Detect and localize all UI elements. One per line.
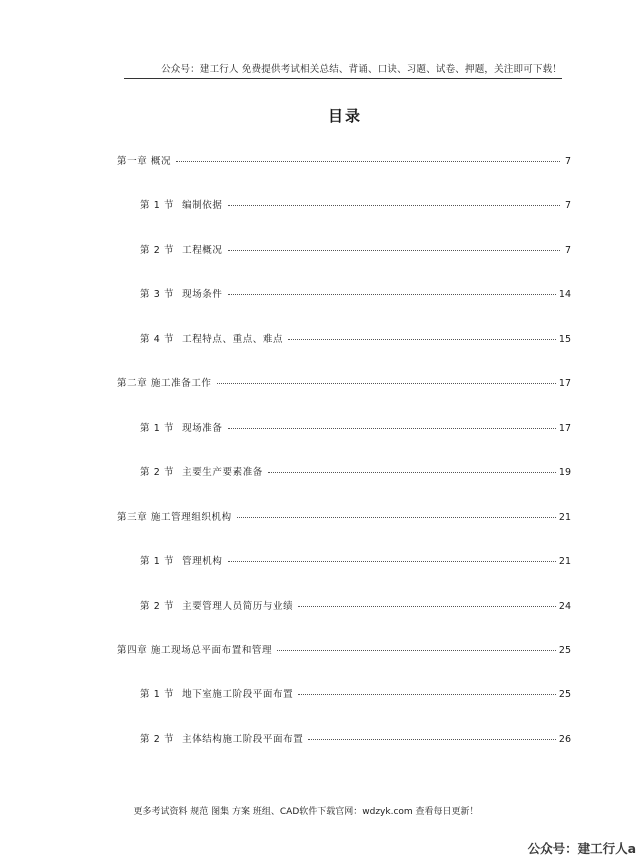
toc-entry-number: 第 1 节 [140,422,175,434]
watermark: 公众号：建工行人a [527,841,636,856]
toc-entry-label: 第三章 施工管理组织机构 [117,511,232,523]
toc-entry[interactable] [117,510,571,524]
toc-entry-label: 工程特点、重点、难点 [182,333,284,345]
toc-dot-leader [228,196,561,206]
toc-entry[interactable] [140,599,571,613]
toc-entry-label: 现场条件 [182,289,223,301]
toc-entry-page: 7 [564,244,571,256]
toc-entry-page: 17 [558,422,571,434]
toc-entry-label: 主要管理人员简历与业绩 [182,600,294,612]
toc-entry-number: 第 2 节 [140,733,175,745]
toc-entry-page: 17 [558,378,571,390]
toc-entry-label: 第四章 施工现场总平面布置和管理 [117,644,273,656]
toc-dot-leader [217,374,556,384]
page-header: 公众号：建工行人 免费提供考试相关总结、背诵、口诀、习题、试卷、押题，关注即可下载！ [161,64,562,75]
toc-entry-page: 21 [558,511,571,523]
toc-entry-page: 25 [558,689,571,701]
toc-entry[interactable] [117,376,571,390]
toc-dot-leader [277,641,556,651]
toc-entry[interactable] [140,243,571,257]
toc-entry[interactable] [140,421,571,435]
toc-entry[interactable] [140,687,571,701]
toc-entry-page: 24 [558,600,571,612]
toc-dot-leader [288,330,556,340]
toc-entry[interactable] [140,198,571,212]
toc-entry-label: 编制依据 [182,200,223,212]
toc-entry-page: 15 [558,333,571,345]
toc-entry-number: 第 2 节 [140,244,175,256]
toc-entry-number: 第 1 节 [140,200,175,212]
toc-entry-label: 第二章 施工准备工作 [117,378,212,390]
toc-dot-leader [228,552,556,562]
toc-entry-page: 19 [558,467,571,479]
page-footer: 更多考试资料 规范 图集 方案 班组、CAD软件下载官网：wdzyk.com 查看每日更新！ [133,807,479,817]
toc-entry-number: 第 1 节 [140,556,175,568]
toc-title: 目录 [327,107,362,125]
toc-entry[interactable] [140,465,571,479]
toc-entry[interactable] [117,154,571,168]
toc-dot-leader [298,685,556,695]
toc-entry-page: 25 [558,644,571,656]
toc-entry-page: 14 [558,289,571,301]
toc-dot-leader [228,419,556,429]
toc-entry-number: 第 4 节 [140,333,175,345]
toc-entry-number: 第 2 节 [140,467,175,479]
toc-entry-label: 主要生产要素准备 [182,467,263,479]
toc-dot-leader [228,285,556,295]
toc-entry[interactable] [117,643,571,657]
toc-dot-leader [237,508,556,518]
toc-entry[interactable] [140,732,571,746]
toc-entry-page: 21 [558,556,571,568]
toc-entry-label: 管理机构 [182,556,223,568]
toc-entry-label: 现场准备 [182,422,223,434]
toc-dot-leader [268,463,556,473]
toc-dot-leader [308,730,556,740]
toc-dot-leader [228,241,561,251]
toc-entry-label: 地下室施工阶段平面布置 [182,689,294,701]
toc-dot-leader [298,597,556,607]
toc-entry[interactable] [140,554,571,568]
toc-entry-number: 第 3 节 [140,289,175,301]
toc-entry-label: 主体结构施工阶段平面布置 [182,733,304,745]
toc-entry-page: 7 [564,156,571,167]
toc-entry-page: 26 [558,733,571,745]
toc-entry-label: 第一章 概况 [117,156,172,167]
toc-entry-page: 7 [564,200,571,212]
toc-entry[interactable] [140,287,571,301]
toc-entry-number: 第 2 节 [140,600,175,612]
toc-entry-label: 工程概况 [182,244,223,256]
toc-dot-leader [176,152,560,162]
toc-entry[interactable] [140,332,571,346]
toc-entry-number: 第 1 节 [140,689,175,701]
